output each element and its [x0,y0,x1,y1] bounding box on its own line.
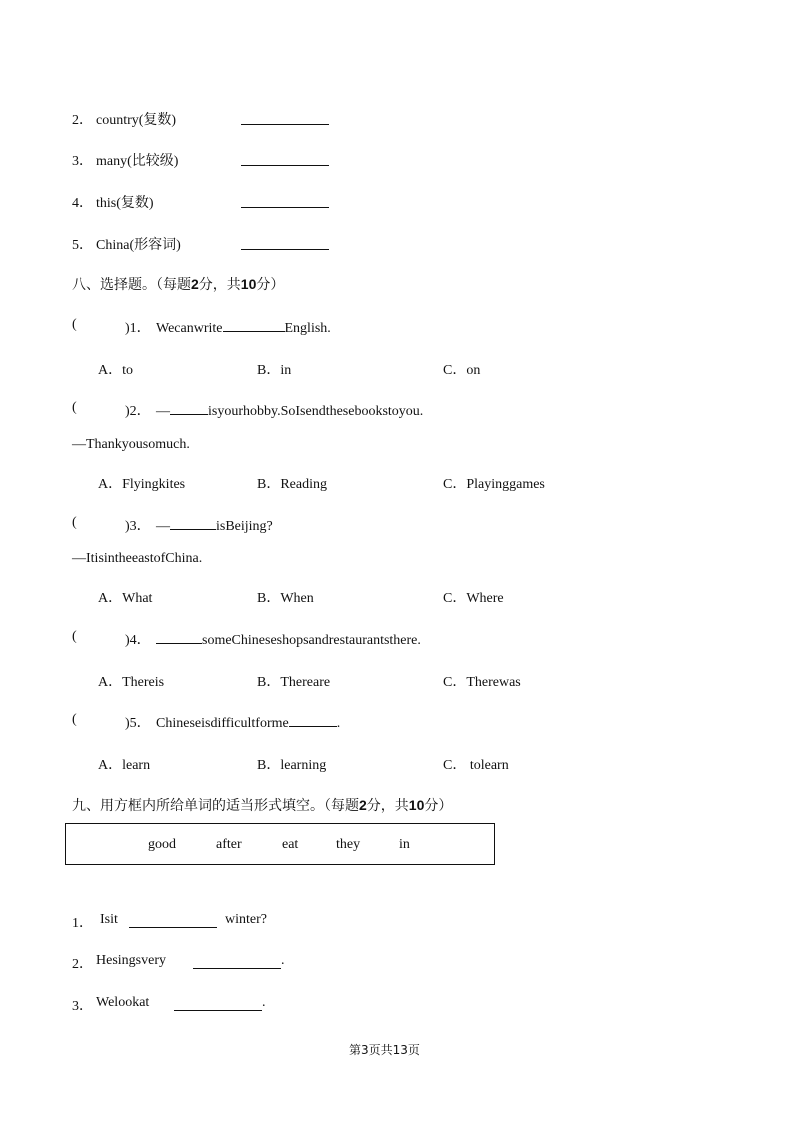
answer-blank[interactable] [241,235,329,250]
item-prompt: this(复数) [96,196,154,211]
fill-blank [170,400,208,415]
heading-total: 10 [240,276,257,292]
answer-blank[interactable] [241,110,329,125]
option-c[interactable]: C．on [443,363,481,378]
heading-points: 2 [191,276,199,292]
item-text: . [262,995,266,1010]
question-text: Wecanwrite English. [156,317,331,337]
option-b[interactable]: B．in [257,363,292,378]
heading-text: 分） [424,798,453,814]
option-b[interactable]: B．Reading [257,477,327,492]
word-bank-word: in [399,837,410,852]
option-a[interactable]: A．What [98,591,153,606]
dialogue-reply: —Thankyousomuch. [72,437,190,452]
answer-paren-open[interactable]: ( [72,400,77,415]
option-a[interactable]: A．Flyingkites [98,477,186,492]
item-prompt: country(复数) [96,113,177,128]
heading-text: 分，共 [198,277,241,293]
option-c[interactable]: C．Playinggames [443,477,545,492]
word-bank-word: good [148,837,176,852]
option-c[interactable]: C．Where [443,591,504,606]
dialogue-reply: —ItisintheeastofChina. [72,551,203,566]
item-number: 3． [72,999,93,1014]
question-number: )2． [125,404,151,419]
heading-text: 分） [256,277,285,293]
heading-total: 10 [408,797,425,813]
item-number: 1． [72,916,93,931]
question-number: )3． [125,519,151,534]
section-8-heading [72,274,284,294]
option-a[interactable]: A．learn [98,758,151,773]
heading-text: 分，共 [366,798,409,814]
item-number: 2． [72,957,93,972]
question-text: — isyourhobby.SoIsendthesebookstoyou. [156,400,423,420]
heading-text: 八、选择题。（每题 [72,277,191,293]
option-a[interactable]: A．Thereis [98,675,165,690]
answer-blank[interactable] [129,913,217,928]
fill-blank [223,317,285,332]
answer-blank[interactable] [174,996,262,1011]
option-c[interactable]: C． tolearn [443,758,509,773]
answer-blank[interactable] [241,193,329,208]
question-text: — isBeijing? [156,515,273,535]
section-9-heading [72,795,452,815]
answer-paren-open[interactable]: ( [72,317,77,332]
word-bank-word: eat [282,837,299,852]
item-number: 2． [72,113,93,128]
fill-blank [170,515,216,530]
item-text: Isit [100,912,118,927]
question-number: )5． [125,716,151,731]
word-bank-box [65,823,495,865]
question-number: )4． [125,633,151,648]
answer-blank[interactable] [241,151,329,166]
option-b[interactable]: B．Thereare [257,675,331,690]
item-number: 4． [72,196,93,211]
item-number: 5． [72,238,93,253]
answer-blank[interactable] [193,954,281,969]
fill-blank [289,712,337,727]
word-bank-word: they [336,837,361,852]
heading-points: 2 [359,797,367,813]
word-bank-word: after [216,837,242,852]
item-prompt: China(形容词) [96,238,181,253]
option-b[interactable]: B．When [257,591,314,606]
item-prompt: many(比较级) [96,154,179,169]
answer-paren-open[interactable]: ( [72,712,77,727]
item-text: Hesingsvery [96,953,166,968]
item-text: Welookat [96,995,150,1010]
question-number: )1． [125,321,151,336]
fill-blank [156,629,202,644]
option-c[interactable]: C．Therewas [443,675,521,690]
item-text: . [281,953,285,968]
option-a[interactable]: A．to [98,363,133,378]
item-number: 3． [72,154,93,169]
heading-text: 九、用方框内所给单词的适当形式填空。（每题 [72,798,359,814]
answer-paren-open[interactable]: ( [72,629,77,644]
question-text: someChineseshopsandrestaurantsthere. [156,629,421,649]
item-text: winter? [225,912,267,927]
option-b[interactable]: B．learning [257,758,327,773]
question-text: Chineseisdifficultforme . [156,712,340,732]
page-footer: 第3页共13页 [349,1043,420,1057]
answer-paren-open[interactable]: ( [72,515,77,530]
